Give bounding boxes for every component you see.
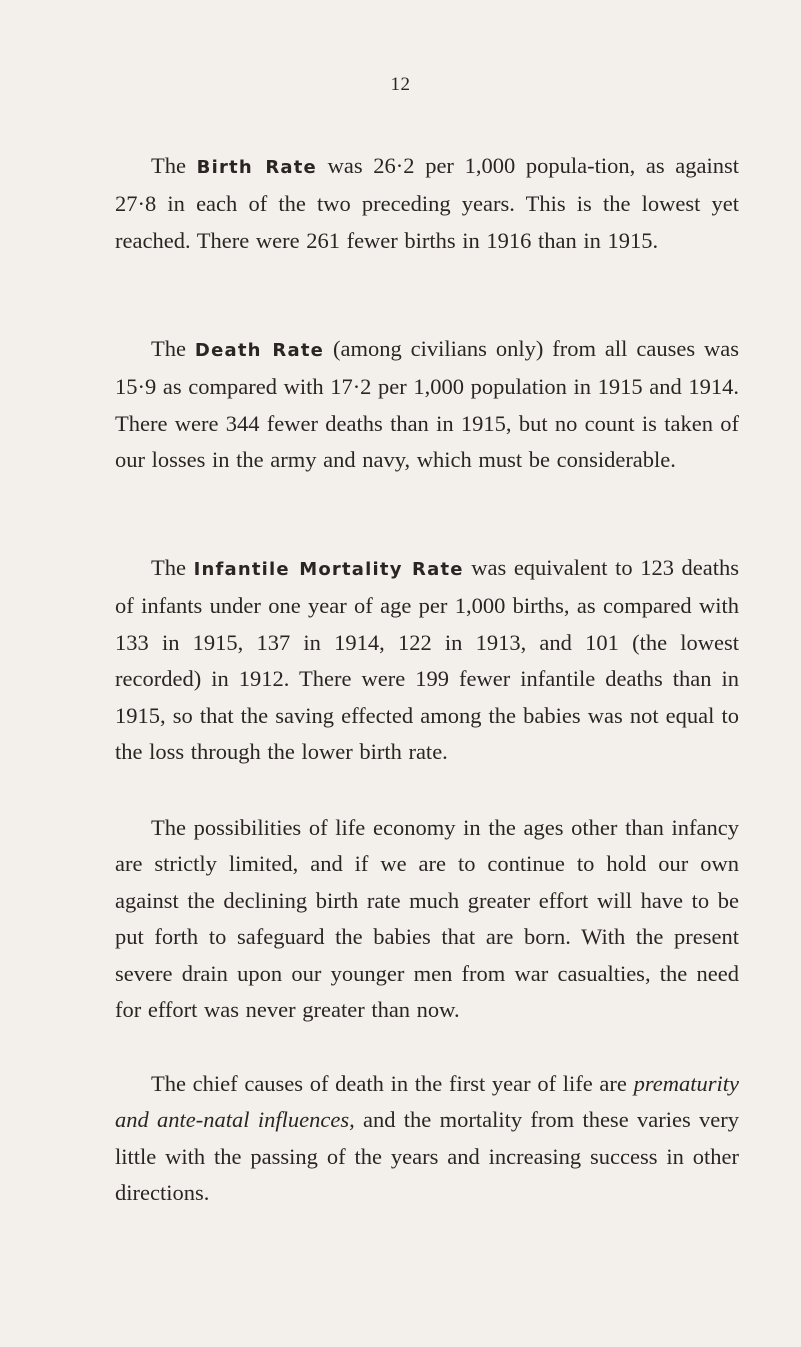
death-rate-paragraph — [115, 331, 739, 479]
infantile-mortality-term: Infantile Mortality Rate — [193, 558, 464, 580]
life-economy-paragraph — [115, 810, 739, 1029]
birth-rate-term: Birth Rate — [196, 156, 317, 178]
death-rate-text: (among civilians only) from all causes was 15·9 as compared with 17·2 per 1,000 population in 1915 and 1914. There were 344 fewer deaths than in 1915, but no count is taken of our losses in the army and navy, which must be considerable. — [115, 335, 740, 472]
death-lead: The — [151, 335, 186, 361]
chief-causes-lead: The chief causes of death in the first year of life are — [151, 1070, 627, 1096]
infant-lead: The — [151, 554, 186, 580]
birth-lead: The — [151, 152, 186, 178]
infantile-mortality-text: was equivalent to 123 deaths of infants under one year of age per 1,000 births, as compared with 133 in 1915, 137 in 1914, 122 in 1913, and 101 (the lowest recorded) in 1912. There were 199 fewer infantile deaths than in 1915, so that the saving effected among the babies was not equal to the loss through the lower birth rate. — [115, 554, 739, 764]
page-number: 12 — [390, 74, 411, 95]
infantile-mortality-paragraph — [115, 550, 739, 771]
chief-causes-paragraph — [115, 1066, 739, 1212]
death-rate-term: Death Rate — [194, 339, 325, 361]
chief-causes-italic: prematurity and ante-natal influences, — [115, 1070, 740, 1132]
birth-rate-text: was 26·2 per 1,000 popula-tion, as against 27·8 in each of the two preceding years. This is the lowest yet reached. There were 261 fewer births in 1916 than in 1915. — [115, 152, 740, 253]
chief-causes-text: and the mortality from these varies very little with the passing of the years and increasing success in other directions. — [115, 1107, 739, 1205]
birth-rate-paragraph — [115, 148, 739, 260]
life-economy-text: The possibilities of life economy in the ages other than infancy are strictly limited, and if we are to continue to hold our own against the declining birth rate much greater effort will have to be put forth to safeguard the babies that are born. With the present severe drain upon our younger men from war casualties, the need for effort was never greater than now. — [115, 814, 739, 1022]
